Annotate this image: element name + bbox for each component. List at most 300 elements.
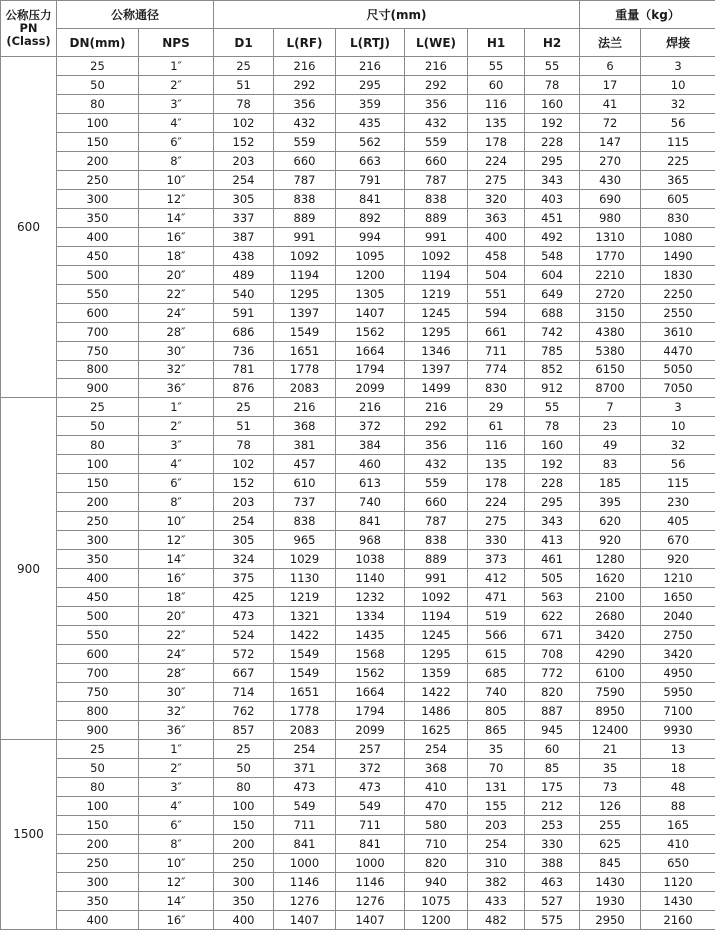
h2-cell: 175 [525, 777, 580, 796]
l-we-cell: 1295 [405, 645, 468, 664]
h1-header: H1 [468, 29, 525, 57]
l-rf-cell: 1778 [274, 701, 336, 720]
nps-cell: 20″ [139, 265, 214, 284]
h2-cell: 527 [525, 891, 580, 910]
dn-cell: 80 [57, 94, 139, 113]
l-rf-cell: 1146 [274, 872, 336, 891]
dn-cell: 600 [57, 303, 139, 322]
nps-header: NPS [139, 29, 214, 57]
nps-cell: 1″ [139, 398, 214, 417]
nps-cell: 10″ [139, 853, 214, 872]
flange-weight-cell: 1770 [580, 246, 641, 265]
l-rf-cell: 838 [274, 512, 336, 531]
l-rf-cell: 1422 [274, 626, 336, 645]
h1-cell: 685 [468, 664, 525, 683]
flange-weight-cell: 3420 [580, 626, 641, 645]
table-row [1, 493, 715, 512]
table-row [1, 664, 715, 683]
h1-cell: 320 [468, 189, 525, 208]
weld-weight-cell: 605 [641, 189, 715, 208]
flange-weight-cell: 6100 [580, 664, 641, 683]
nominal-size-header: 公称通径 [57, 1, 214, 29]
table-row [1, 398, 715, 417]
table-row [1, 132, 715, 151]
h2-cell: 785 [525, 341, 580, 360]
h2-cell: 649 [525, 284, 580, 303]
table-row [1, 360, 715, 379]
table-row [1, 682, 715, 701]
l-rtj-cell: 1435 [336, 626, 405, 645]
weld-weight-cell: 5050 [641, 360, 715, 379]
table-row [1, 569, 715, 588]
l-rf-cell: 1000 [274, 853, 336, 872]
l-we-cell: 559 [405, 132, 468, 151]
weld-weight-cell: 2550 [641, 303, 715, 322]
d1-cell: 473 [214, 607, 274, 626]
nps-cell: 18″ [139, 246, 214, 265]
l-rtj-cell: 1095 [336, 246, 405, 265]
dn-cell: 350 [57, 208, 139, 227]
weld-weight-cell: 1490 [641, 246, 715, 265]
nps-cell: 3″ [139, 436, 214, 455]
nps-cell: 12″ [139, 872, 214, 891]
h2-cell: 228 [525, 132, 580, 151]
dn-cell: 500 [57, 607, 139, 626]
dn-cell: 25 [57, 739, 139, 758]
table-row [1, 208, 715, 227]
l-rf-cell: 1295 [274, 284, 336, 303]
h1-cell: 178 [468, 474, 525, 493]
dn-cell: 200 [57, 834, 139, 853]
table-row [1, 379, 715, 398]
l-rtj-cell: 435 [336, 113, 405, 132]
l-rtj-cell: 1562 [336, 664, 405, 683]
h1-cell: 135 [468, 455, 525, 474]
dn-cell: 100 [57, 455, 139, 474]
l-rf-cell: 371 [274, 758, 336, 777]
flange-weight-cell: 35 [580, 758, 641, 777]
l-rtj-cell: 562 [336, 132, 405, 151]
h1-cell: 830 [468, 379, 525, 398]
h1-cell: 254 [468, 834, 525, 853]
dn-cell: 100 [57, 796, 139, 815]
weld-weight-cell: 1830 [641, 265, 715, 284]
table-row [1, 872, 715, 891]
weld-weight-cell: 410 [641, 834, 715, 853]
weld-weight-cell: 4470 [641, 341, 715, 360]
h2-cell: 887 [525, 701, 580, 720]
h2-header: H2 [525, 29, 580, 57]
l-we-cell: 216 [405, 398, 468, 417]
nps-cell: 6″ [139, 815, 214, 834]
l-rf-cell: 368 [274, 417, 336, 436]
dn-cell: 250 [57, 512, 139, 531]
table-row [1, 891, 715, 910]
d1-cell: 203 [214, 493, 274, 512]
d1-cell: 102 [214, 455, 274, 474]
h2-cell: 622 [525, 607, 580, 626]
l-rf-cell: 711 [274, 815, 336, 834]
d1-cell: 25 [214, 57, 274, 76]
table-row [1, 94, 715, 113]
l-we-cell: 1219 [405, 284, 468, 303]
weld-weight-cell: 920 [641, 550, 715, 569]
h2-cell: 548 [525, 246, 580, 265]
h1-cell: 615 [468, 645, 525, 664]
l-we-cell: 1346 [405, 341, 468, 360]
nps-cell: 10″ [139, 170, 214, 189]
dn-cell: 900 [57, 379, 139, 398]
d1-cell: 324 [214, 550, 274, 569]
dn-cell: 700 [57, 664, 139, 683]
dn-cell: 700 [57, 322, 139, 341]
weld-weight-cell: 56 [641, 455, 715, 474]
d1-cell: 152 [214, 132, 274, 151]
l-rf-cell: 473 [274, 777, 336, 796]
weld-weight-cell: 3 [641, 57, 715, 76]
pn-class-header [1, 1, 57, 57]
nps-cell: 16″ [139, 569, 214, 588]
l-rtj-cell: 1794 [336, 360, 405, 379]
weld-weight-cell: 48 [641, 777, 715, 796]
nps-cell: 24″ [139, 645, 214, 664]
d1-cell: 25 [214, 398, 274, 417]
l-we-cell: 1200 [405, 910, 468, 929]
table-row [1, 341, 715, 360]
h2-cell: 575 [525, 910, 580, 929]
d1-cell: 78 [214, 94, 274, 113]
flange-weight-cell: 147 [580, 132, 641, 151]
l-rtj-cell: 841 [336, 834, 405, 853]
d1-cell: 762 [214, 701, 274, 720]
nps-cell: 22″ [139, 626, 214, 645]
d1-cell: 305 [214, 531, 274, 550]
flange-weight-cell: 2950 [580, 910, 641, 929]
l-we-cell: 216 [405, 57, 468, 76]
l-we-cell: 991 [405, 569, 468, 588]
l-rtj-cell: 473 [336, 777, 405, 796]
h2-cell: 295 [525, 151, 580, 170]
dn-cell: 550 [57, 284, 139, 303]
d1-cell: 250 [214, 853, 274, 872]
h1-cell: 203 [468, 815, 525, 834]
table-row [1, 531, 715, 550]
flange-weight-cell: 1280 [580, 550, 641, 569]
l-we-cell: 889 [405, 550, 468, 569]
l-rf-cell: 841 [274, 834, 336, 853]
l-rf-cell: 1397 [274, 303, 336, 322]
l-rtj-cell: 384 [336, 436, 405, 455]
l-we-cell: 356 [405, 94, 468, 113]
l-rtj-cell: 359 [336, 94, 405, 113]
flange-weight-cell: 6150 [580, 360, 641, 379]
h1-cell: 433 [468, 891, 525, 910]
dn-cell: 350 [57, 550, 139, 569]
nps-cell: 14″ [139, 891, 214, 910]
d1-cell: 438 [214, 246, 274, 265]
dn-cell: 80 [57, 777, 139, 796]
weld-weight-cell: 1210 [641, 569, 715, 588]
nps-cell: 14″ [139, 550, 214, 569]
h1-cell: 482 [468, 910, 525, 929]
table-row [1, 474, 715, 493]
d1-cell: 736 [214, 341, 274, 360]
h1-cell: 711 [468, 341, 525, 360]
dn-cell: 100 [57, 113, 139, 132]
weld-weight-cell: 4950 [641, 664, 715, 683]
l-rtj-cell: 613 [336, 474, 405, 493]
weld-weight-cell: 56 [641, 113, 715, 132]
weld-weight-cell: 2750 [641, 626, 715, 645]
l-rtj-cell: 740 [336, 493, 405, 512]
pressure-class-cell: 1500 [1, 739, 57, 929]
h1-cell: 363 [468, 208, 525, 227]
l-rtj-cell: 1232 [336, 588, 405, 607]
table-row [1, 512, 715, 531]
l-we-cell: 559 [405, 474, 468, 493]
dn-cell: 150 [57, 132, 139, 151]
flange-weight-cell: 83 [580, 455, 641, 474]
l-rtj-cell: 1664 [336, 682, 405, 701]
dn-cell: 50 [57, 758, 139, 777]
weld-weight-cell: 1080 [641, 227, 715, 246]
table-row [1, 588, 715, 607]
weight-header: 重量（kg） [580, 1, 715, 29]
h2-cell: 253 [525, 815, 580, 834]
pn-header-line3: (Class) [6, 34, 51, 48]
h2-cell: 160 [525, 436, 580, 455]
weld-weight-cell: 115 [641, 132, 715, 151]
h1-cell: 155 [468, 796, 525, 815]
nps-cell: 1″ [139, 739, 214, 758]
l-rtj-cell: 1305 [336, 284, 405, 303]
weld-weight-cell: 10 [641, 75, 715, 94]
weld-weight-cell: 115 [641, 474, 715, 493]
flange-weight-cell: 625 [580, 834, 641, 853]
d1-cell: 102 [214, 113, 274, 132]
h1-cell: 131 [468, 777, 525, 796]
l-we-cell: 787 [405, 170, 468, 189]
dn-cell: 800 [57, 360, 139, 379]
h2-cell: 505 [525, 569, 580, 588]
l-rtj-cell: 892 [336, 208, 405, 227]
h1-cell: 275 [468, 170, 525, 189]
l-we-cell: 838 [405, 189, 468, 208]
d1-cell: 857 [214, 720, 274, 739]
dn-cell: 800 [57, 701, 139, 720]
flange-weight-cell: 23 [580, 417, 641, 436]
l-rtj-cell: 1568 [336, 645, 405, 664]
l-rtj-cell: 1794 [336, 701, 405, 720]
h1-cell: 519 [468, 607, 525, 626]
l-rtj-cell: 1276 [336, 891, 405, 910]
h1-cell: 70 [468, 758, 525, 777]
l-we-cell: 660 [405, 151, 468, 170]
d1-cell: 591 [214, 303, 274, 322]
flange-weight-cell: 2720 [580, 284, 641, 303]
l-we-cell: 1397 [405, 360, 468, 379]
l-rf-cell: 1321 [274, 607, 336, 626]
h1-cell: 805 [468, 701, 525, 720]
l-rf-cell: 889 [274, 208, 336, 227]
nps-cell: 12″ [139, 189, 214, 208]
weld-weight-cell: 3 [641, 398, 715, 417]
h2-cell: 852 [525, 360, 580, 379]
flange-weight-cell: 3150 [580, 303, 641, 322]
nps-cell: 16″ [139, 227, 214, 246]
dn-cell: 600 [57, 645, 139, 664]
weld-weight-cell: 2250 [641, 284, 715, 303]
h1-cell: 740 [468, 682, 525, 701]
l-rf-cell: 549 [274, 796, 336, 815]
flange-weight-cell: 845 [580, 853, 641, 872]
d1-cell: 200 [214, 834, 274, 853]
dn-cell: 200 [57, 151, 139, 170]
weld-weight-cell: 405 [641, 512, 715, 531]
l-we-cell: 580 [405, 815, 468, 834]
flange-weight-cell: 8700 [580, 379, 641, 398]
h2-cell: 55 [525, 57, 580, 76]
h1-cell: 373 [468, 550, 525, 569]
weld-weight-cell: 225 [641, 151, 715, 170]
l-rtj-cell: 549 [336, 796, 405, 815]
flange-weight-cell: 7 [580, 398, 641, 417]
l-we-cell: 710 [405, 834, 468, 853]
nps-cell: 4″ [139, 455, 214, 474]
l-we-cell: 1245 [405, 303, 468, 322]
weld-weight-cell: 230 [641, 493, 715, 512]
flange-weight-cell: 2680 [580, 607, 641, 626]
nps-cell: 16″ [139, 910, 214, 929]
weld-weight-cell: 1650 [641, 588, 715, 607]
l-rtj-cell: 1562 [336, 322, 405, 341]
h2-cell: 604 [525, 265, 580, 284]
nps-cell: 32″ [139, 360, 214, 379]
h2-cell: 688 [525, 303, 580, 322]
nps-cell: 32″ [139, 701, 214, 720]
l-rf-cell: 1092 [274, 246, 336, 265]
dn-cell: 25 [57, 57, 139, 76]
dn-cell: 450 [57, 588, 139, 607]
weld-weight-cell: 1120 [641, 872, 715, 891]
l-rtj-cell: 791 [336, 170, 405, 189]
flange-weight-cell: 980 [580, 208, 641, 227]
h2-cell: 403 [525, 189, 580, 208]
l-rtj-cell: 994 [336, 227, 405, 246]
nps-cell: 3″ [139, 94, 214, 113]
d1-cell: 400 [214, 910, 274, 929]
nps-cell: 28″ [139, 664, 214, 683]
d1-cell: 375 [214, 569, 274, 588]
l-we-cell: 410 [405, 777, 468, 796]
table-row [1, 151, 715, 170]
dn-cell: 550 [57, 626, 139, 645]
l-rtj-cell: 295 [336, 75, 405, 94]
h2-cell: 228 [525, 474, 580, 493]
l-rf-cell: 1549 [274, 664, 336, 683]
l-rf-header: L(RF) [274, 29, 336, 57]
h2-cell: 671 [525, 626, 580, 645]
nps-cell: 30″ [139, 341, 214, 360]
table-row [1, 777, 715, 796]
l-rtj-cell: 1038 [336, 550, 405, 569]
dn-cell: 300 [57, 531, 139, 550]
dn-cell: 300 [57, 872, 139, 891]
l-we-cell: 991 [405, 227, 468, 246]
dn-cell: 400 [57, 910, 139, 929]
l-we-cell: 1092 [405, 246, 468, 265]
table-row [1, 607, 715, 626]
l-rtj-cell: 1200 [336, 265, 405, 284]
h1-cell: 60 [468, 75, 525, 94]
h1-cell: 116 [468, 436, 525, 455]
nps-cell: 20″ [139, 607, 214, 626]
table-row [1, 550, 715, 569]
flange-weight-cell: 690 [580, 189, 641, 208]
l-rtj-cell: 1664 [336, 341, 405, 360]
l-we-cell: 368 [405, 758, 468, 777]
weld-weight-cell: 165 [641, 815, 715, 834]
h1-cell: 29 [468, 398, 525, 417]
weld-weight-cell: 365 [641, 170, 715, 189]
d1-cell: 686 [214, 322, 274, 341]
h2-cell: 492 [525, 227, 580, 246]
h1-cell: 224 [468, 493, 525, 512]
nps-cell: 8″ [139, 151, 214, 170]
l-we-cell: 660 [405, 493, 468, 512]
h1-cell: 458 [468, 246, 525, 265]
l-rtj-header: L(RTJ) [336, 29, 405, 57]
d1-cell: 337 [214, 208, 274, 227]
table-row [1, 626, 715, 645]
d1-cell: 100 [214, 796, 274, 815]
d1-cell: 254 [214, 512, 274, 531]
l-we-cell: 838 [405, 531, 468, 550]
l-rtj-cell: 1146 [336, 872, 405, 891]
d1-cell: 572 [214, 645, 274, 664]
l-rtj-cell: 1407 [336, 910, 405, 929]
dn-cell: 50 [57, 417, 139, 436]
nps-cell: 36″ [139, 379, 214, 398]
nps-cell: 14″ [139, 208, 214, 227]
l-rtj-cell: 841 [336, 512, 405, 531]
flange-weight-cell: 72 [580, 113, 641, 132]
table-row [1, 246, 715, 265]
d1-cell: 152 [214, 474, 274, 493]
d1-cell: 524 [214, 626, 274, 645]
nps-cell: 2″ [139, 758, 214, 777]
nps-cell: 6″ [139, 132, 214, 151]
nps-cell: 2″ [139, 417, 214, 436]
nps-cell: 36″ [139, 720, 214, 739]
dn-cell: 250 [57, 853, 139, 872]
flange-weight-cell: 430 [580, 170, 641, 189]
d1-cell: 425 [214, 588, 274, 607]
l-rtj-cell: 1407 [336, 303, 405, 322]
d1-cell: 50 [214, 758, 274, 777]
h2-cell: 295 [525, 493, 580, 512]
l-we-cell: 1422 [405, 682, 468, 701]
table-row [1, 284, 715, 303]
weld-weight-cell: 1430 [641, 891, 715, 910]
d1-cell: 540 [214, 284, 274, 303]
h1-cell: 224 [468, 151, 525, 170]
dn-cell: 450 [57, 246, 139, 265]
flange-weight-cell: 6 [580, 57, 641, 76]
h2-cell: 413 [525, 531, 580, 550]
h2-cell: 820 [525, 682, 580, 701]
table-row [1, 796, 715, 815]
